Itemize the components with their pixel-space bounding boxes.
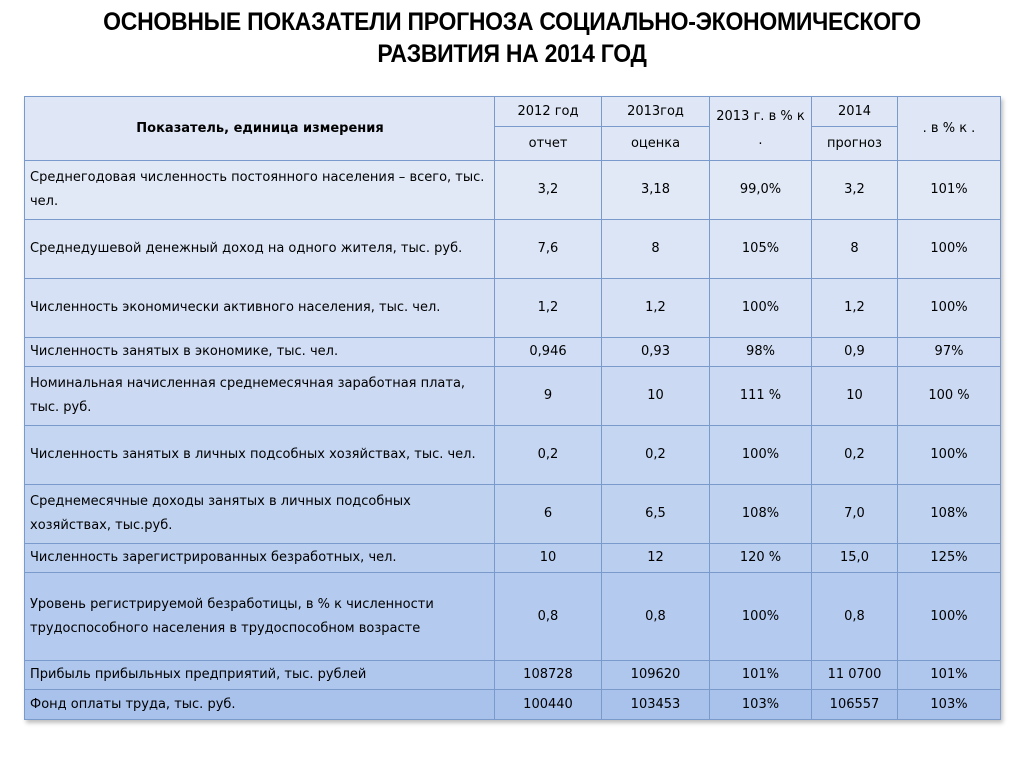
indicator-cell: Численность занятых в личных подсобных хозяйствах, тыс. чел. xyxy=(25,426,495,485)
percent-2013-cell: 111 % xyxy=(710,367,812,426)
value-2013-cell: 8 xyxy=(602,220,710,279)
page-title-line-1: ОСНОВНЫЕ ПОКАЗАТЕЛИ ПРОГНОЗА СОЦИАЛЬНО-ЭКОНОМИЧЕСКОГО xyxy=(103,8,921,36)
percent-2014-cell: 100% xyxy=(898,220,1001,279)
indicator-cell: Среднедушевой денежный доход на одного жителя, тыс. руб. xyxy=(25,220,495,279)
percent-2014-cell: 100 % xyxy=(898,367,1001,426)
value-2014-cell: 106557 xyxy=(812,690,898,720)
header-row-1 xyxy=(25,97,1001,127)
value-2014-cell: 15,0 xyxy=(812,544,898,573)
percent-2013-cell: 100% xyxy=(710,279,812,338)
value-2013-cell: 6,5 xyxy=(602,485,710,544)
indicator-cell: Уровень регистрируемой безработицы, в % к численности трудоспособного населения в трудоспособном возрасте xyxy=(25,573,495,661)
table-body xyxy=(25,97,1001,720)
percent-2014-cell: 100% xyxy=(898,426,1001,485)
percent-2014-cell: 100% xyxy=(898,573,1001,661)
percent-2013-cell: 98% xyxy=(710,338,812,367)
value-2013-cell: 10 xyxy=(602,367,710,426)
value-2013-cell: 103453 xyxy=(602,690,710,720)
percent-2014-cell: 101% xyxy=(898,661,1001,690)
value-2012-cell: 0,2 xyxy=(495,426,602,485)
value-2013-cell: 12 xyxy=(602,544,710,573)
indicator-cell: Фонд оплаты труда, тыс. руб. xyxy=(25,690,495,720)
value-2013-cell: 0,93 xyxy=(602,338,710,367)
percent-2013-cell: 108% xyxy=(710,485,812,544)
percent-2013-cell: 120 % xyxy=(710,544,812,573)
indicator-cell: Численность зарегистрированных безработных, чел. xyxy=(25,544,495,573)
value-2012-cell: 6 xyxy=(495,485,602,544)
header-2013-percent xyxy=(710,97,812,161)
value-2014-cell: 8 xyxy=(812,220,898,279)
indicator-cell: Номинальная начисленная среднемесячная заработная плата, тыс. руб. xyxy=(25,367,495,426)
header-2014-sub: прогноз xyxy=(812,127,898,161)
percent-2014-cell: 100% xyxy=(898,279,1001,338)
value-2014-cell: 10 xyxy=(812,367,898,426)
header-2014-percent: . в % к . xyxy=(898,97,1001,161)
value-2013-cell: 0,2 xyxy=(602,426,710,485)
value-2014-cell: 7,0 xyxy=(812,485,898,544)
percent-2013-cell: 99,0% xyxy=(710,161,812,220)
percent-2014-cell: 101% xyxy=(898,161,1001,220)
value-2012-cell: 0,8 xyxy=(495,573,602,661)
percent-2013-cell: 100% xyxy=(710,426,812,485)
value-2013-cell: 109620 xyxy=(602,661,710,690)
header-2012-sub: отчет xyxy=(495,127,602,161)
table-row xyxy=(25,544,1001,573)
table-row xyxy=(25,338,1001,367)
value-2014-cell: 0,9 xyxy=(812,338,898,367)
percent-2013-cell: 100% xyxy=(710,573,812,661)
value-2013-cell: 1,2 xyxy=(602,279,710,338)
value-2012-cell: 1,2 xyxy=(495,279,602,338)
value-2012-cell: 108728 xyxy=(495,661,602,690)
indicator-cell: Среднегодовая численность постоянного населения – всего, тыс. чел. xyxy=(25,161,495,220)
percent-2014-cell: 103% xyxy=(898,690,1001,720)
header-2013-sub: оценка xyxy=(602,127,710,161)
indicator-cell: Прибыль прибыльных предприятий, тыс. рублей xyxy=(25,661,495,690)
percent-2013-cell: 103% xyxy=(710,690,812,720)
value-2014-cell: 1,2 xyxy=(812,279,898,338)
header-2013-percent-label: 2013 г. в % к xyxy=(716,108,805,124)
value-2012-cell: 100440 xyxy=(495,690,602,720)
page-title-line-2: РАЗВИТИЯ НА 2014 ГОД xyxy=(377,40,647,68)
value-2012-cell: 10 xyxy=(495,544,602,573)
header-2014: 2014 xyxy=(812,97,898,127)
percent-2013-cell: 105% xyxy=(710,220,812,279)
value-2013-cell: 0,8 xyxy=(602,573,710,661)
table-row xyxy=(25,690,1001,720)
table-row xyxy=(25,367,1001,426)
header-indicator: Показатель, единица измерения xyxy=(25,97,495,161)
value-2012-cell: 9 xyxy=(495,367,602,426)
table-row xyxy=(25,573,1001,661)
value-2014-cell: 11 0700 xyxy=(812,661,898,690)
header-2012: 2012 год xyxy=(495,97,602,127)
percent-2014-cell: 97% xyxy=(898,338,1001,367)
table-row xyxy=(25,426,1001,485)
percent-2014-cell: 108% xyxy=(898,485,1001,544)
indicator-cell: Численность занятых в экономике, тыс. чел. xyxy=(25,338,495,367)
value-2013-cell: 3,18 xyxy=(602,161,710,220)
percent-2014-cell: 125% xyxy=(898,544,1001,573)
value-2012-cell: 7,6 xyxy=(495,220,602,279)
indicator-cell: Среднемесячные доходы занятых в личных подсобных хозяйствах, тыс.руб. xyxy=(25,485,495,544)
percent-2013-cell: 101% xyxy=(710,661,812,690)
table-row xyxy=(25,661,1001,690)
value-2012-cell: 3,2 xyxy=(495,161,602,220)
value-2014-cell: 0,2 xyxy=(812,426,898,485)
page-title xyxy=(41,6,983,70)
value-2012-cell: 0,946 xyxy=(495,338,602,367)
indicators-table xyxy=(24,96,1001,720)
table-row xyxy=(25,161,1001,220)
table-row xyxy=(25,485,1001,544)
header-2013: 2013год xyxy=(602,97,710,127)
value-2014-cell: 3,2 xyxy=(812,161,898,220)
indicator-cell: Численность экономически активного населения, тыс. чел. xyxy=(25,279,495,338)
value-2014-cell: 0,8 xyxy=(812,573,898,661)
header-2013-percent-dot: . xyxy=(758,132,763,148)
table-row xyxy=(25,279,1001,338)
table-row xyxy=(25,220,1001,279)
